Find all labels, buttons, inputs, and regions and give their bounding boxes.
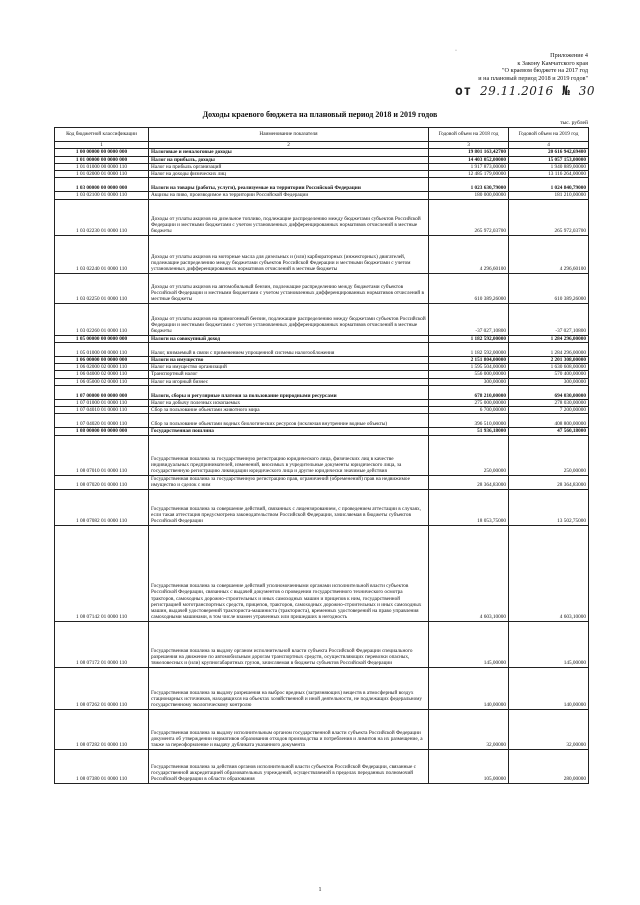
value-2018-cell: 2 151 804,00000 [429, 356, 509, 363]
value-2019-cell: 7 200,00000 [509, 407, 589, 414]
code-cell: 1 07 04020 01 0000 110 [55, 414, 149, 428]
value-2018-cell: 300,00000 [429, 378, 509, 385]
name-cell: Налог, взимаемый в связи с применением упрощенной системы налогообложения [149, 342, 429, 356]
name-cell: Государственная пошлина за выдачу органом исполнительной власти субъекта Российской Федерации специального разрешения на движение по автомобильным дорогам транспортных средств, осуществляющих перевозки опасных, тяжеловесных и (или) крупногабаритных грузов, зачисляемая в бюджеты субъектов Российской Федерации [149, 621, 429, 667]
stamp-number: 30 [578, 84, 595, 98]
code-cell: 1 08 07082 01 0000 110 [55, 489, 149, 525]
value-2019-cell: 1 024 840,79000 [509, 178, 589, 192]
code-cell: 1 08 00000 00 0000 000 [55, 428, 149, 435]
code-cell: 1 03 02260 01 0000 110 [55, 303, 149, 335]
header-2018: Годовой объем на 2018 год [429, 128, 509, 142]
table-row [55, 149, 589, 156]
value-2018-cell: 14 403 052,00000 [429, 156, 509, 163]
value-2019-cell: 4 296,60100 [509, 235, 589, 273]
code-cell: 1 08 07172 01 0000 110 [55, 621, 149, 667]
value-2018-cell: 51 936,18000 [429, 428, 509, 435]
value-2018-cell: 140,00000 [429, 667, 509, 709]
value-2019-cell: 280,00000 [509, 749, 589, 783]
value-2019-cell: 265 972,03700 [509, 199, 589, 235]
value-2019-cell: 1 284 296,00000 [509, 342, 589, 356]
table-row [55, 385, 589, 399]
code-cell: 1 03 00000 00 0000 000 [55, 178, 149, 192]
value-2018-cell: 105,00000 [429, 749, 509, 783]
value-2019-cell: 1 630 608,00000 [509, 364, 589, 371]
value-2019-cell: 1 940 889,00000 [509, 163, 589, 170]
code-cell: 1 06 00000 00 0000 000 [55, 356, 149, 363]
table-row [55, 235, 589, 273]
name-cell: Налог на игорный бизнес [149, 378, 429, 385]
code-cell: 1 08 07142 01 0000 110 [55, 525, 149, 621]
table-row [55, 621, 589, 667]
appendix-line: к Закону Камчатского края [517, 59, 588, 67]
name-cell: Государственная пошлина за совершение действий, связанных с лицензированием, с проведением аттестации в случаях, если такая аттестация предусмотрена законодательством Российской Федерации, зачисляемая в бюджеты субъектов Российской Федерации [149, 489, 429, 525]
value-2019-cell: 570 400,00000 [509, 371, 589, 378]
value-2019-cell: 140,00000 [509, 667, 589, 709]
appendix-line: Приложение 4 [550, 52, 588, 59]
revenue-table [54, 127, 589, 784]
value-2018-cell: 678 210,00000 [429, 385, 509, 399]
appendix-block [328, 52, 588, 82]
header-2019: Годовой объем на 2019 год [509, 128, 589, 142]
table-row [55, 371, 589, 378]
appendix-line: и на плановый период 2018 и 2019 годов" [478, 74, 588, 82]
value-2018-cell: 145,00000 [429, 621, 509, 667]
value-2018-cell: 610 389,26000 [429, 273, 509, 303]
value-2018-cell: 1 182 592,00000 [429, 342, 509, 356]
value-2018-cell: 28 364,83000 [429, 475, 509, 489]
value-2019-cell: 250,00000 [509, 435, 589, 475]
column-index: 3 [429, 142, 509, 149]
name-cell: Транспортный налог [149, 371, 429, 378]
code-cell: 1 08 07020 01 0000 110 [55, 475, 149, 489]
stamp-prefix: от [455, 84, 472, 99]
value-2018-cell: 250,00000 [429, 435, 509, 475]
table-row [55, 335, 589, 342]
code-cell: 1 03 02100 01 0000 110 [55, 192, 149, 199]
code-cell: 1 06 04000 02 0000 110 [55, 371, 149, 378]
name-cell: Государственная пошлина за выдачу разрешения на выброс вредных (загрязняющих) веществ в атмосферный воздух стационарных источников, находящихся на объектах хозяйственной и иной деятельности, не подлежащих федеральному государственному экологическому контролю [149, 667, 429, 709]
code-cell: 1 08 07380 01 0000 110 [55, 749, 149, 783]
column-index: 4 [509, 142, 589, 149]
name-cell: Государственная пошлина за государственную регистрацию прав, ограничений (обременений) прав на недвижимое имущество и сделок с ним [149, 475, 429, 489]
value-2018-cell: 32,00000 [429, 709, 509, 749]
table-row [55, 435, 589, 475]
name-cell: Налог на добычу полезных ископаемых [149, 399, 429, 406]
value-2019-cell: -37 027,10800 [509, 303, 589, 335]
code-cell: 1 07 00000 00 0000 000 [55, 385, 149, 399]
name-cell: Доходы от уплаты акцизов на дизельное топливо, подлежащие распределению между бюджетами субъектов Российской Федерации и местными бюджетами с учетом установленных дифференцированных нормативов отчислений в местные бюджеты [149, 199, 429, 235]
name-cell: Налоговые и неналоговые доходы [149, 149, 429, 156]
code-cell: 1 08 07010 01 0000 110 [55, 435, 149, 475]
value-2019-cell: 28 364,83000 [509, 475, 589, 489]
value-2019-cell: 4 603,10000 [509, 525, 589, 621]
table-row [55, 156, 589, 163]
code-cell: 1 06 05000 02 0000 110 [55, 378, 149, 385]
table-row [55, 356, 589, 363]
value-2019-cell: 1 284 296,00000 [509, 335, 589, 342]
name-cell: Государственная пошлина за государственную регистрацию юридического лица, физических лиц в качестве индивидуальных предпринимателей, изменений, вносимых в учредительные документы юридического лица, за государственную регистрацию ликвидации юридического лица и другие юридически значимые действия [149, 435, 429, 475]
name-cell: Сбор за пользование объектами животного мира [149, 407, 429, 414]
name-cell: Налоги на имущество [149, 356, 429, 363]
name-cell: Государственная пошлина за действия органов исполнительной власти субъектов Российской Федерации, связанные с государственной аккредитацией образовательных учреждений, осуществляемой в пределах переданных полномочий Российской Федерации в области образования [149, 749, 429, 783]
value-2019-cell: 694 030,00000 [509, 385, 589, 399]
value-2019-cell: 13 502,75000 [509, 489, 589, 525]
table-row [55, 364, 589, 371]
table-row [55, 667, 589, 709]
value-2018-cell: 12 485 179,00000 [429, 171, 509, 178]
value-2019-cell: 13 116 264,00000 [509, 171, 589, 178]
value-2018-cell: 556 000,00000 [429, 371, 509, 378]
value-2018-cell: 18 053,75000 [429, 489, 509, 525]
name-cell: Сбор за пользование объектами водных биологических ресурсов (исключая внутренние водные объекты) [149, 414, 429, 428]
name-cell: Государственная пошлина за выдачу исполнительным органом государственной власти субъекта Российской Федерации документа об утверждении нормативов образования отходов производства и потребления и лимитов на их размещение, а также за переоформление и выдачу дубликата указанного документа [149, 709, 429, 749]
code-cell: 1 05 00000 00 0000 000 [55, 335, 149, 342]
code-cell: 1 05 01000 00 0000 110 [55, 342, 149, 356]
table-row [55, 163, 589, 170]
value-2019-cell: 278 030,00000 [509, 399, 589, 406]
stamp-date: 29.11.2016 [479, 84, 554, 98]
appendix-line: "О краевом бюджете на 2017 год [502, 67, 588, 75]
value-2019-cell: 15 057 153,00000 [509, 156, 589, 163]
table-row [55, 178, 589, 192]
value-2018-cell: 19 801 163,42700 [429, 149, 509, 156]
code-cell: 1 01 01000 00 0000 110 [55, 163, 149, 170]
table-row [55, 475, 589, 489]
value-2018-cell: 4 603,10000 [429, 525, 509, 621]
value-2019-cell: 145,00000 [509, 621, 589, 667]
value-2019-cell: 47 560,18000 [509, 428, 589, 435]
table-row [55, 414, 589, 428]
code-cell: 1 03 02230 01 0000 110 [55, 199, 149, 235]
stamp-number-label: № [562, 84, 571, 99]
table-row [55, 407, 589, 414]
value-2019-cell: 300,00000 [509, 378, 589, 385]
code-cell: 1 06 02000 02 0000 110 [55, 364, 149, 371]
code-cell: 1 01 00000 00 0000 000 [55, 156, 149, 163]
value-2018-cell: 1 023 630,79000 [429, 178, 509, 192]
table-row [55, 192, 589, 199]
value-2018-cell: 1 595 504,00000 [429, 364, 509, 371]
table-row [55, 171, 589, 178]
code-cell: 1 03 02250 01 0000 110 [55, 273, 149, 303]
table-row [55, 199, 589, 235]
column-index: 1 [55, 142, 149, 149]
table-row [55, 399, 589, 406]
table-row [55, 303, 589, 335]
header-name: Наименование показателя [149, 128, 429, 142]
value-2019-cell: 20 616 942,69400 [509, 149, 589, 156]
code-cell: 1 07 01000 01 0000 110 [55, 399, 149, 406]
table-row [55, 378, 589, 385]
name-cell: Государственная пошлина [149, 428, 429, 435]
value-2018-cell: 275 000,00000 [429, 399, 509, 406]
value-2018-cell: 180 000,00000 [429, 192, 509, 199]
code-cell: 1 07 04010 01 0000 110 [55, 407, 149, 414]
name-cell: Налоги на совокупный доход [149, 335, 429, 342]
name-cell: Доходы от уплаты акцизов на прямогонный бензин, подлежащие распределению между бюджетами субъектов Российской Федерации и местными бюджетами с учетом установленных дифференцированных нормативов отчислений в местные бюджеты [149, 303, 429, 335]
value-2019-cell: 181 210,00000 [509, 192, 589, 199]
table-row [55, 709, 589, 749]
value-2019-cell: 408 800,00000 [509, 414, 589, 428]
value-2018-cell: 6 700,00000 [429, 407, 509, 414]
value-2019-cell: 2 201 308,00000 [509, 356, 589, 363]
value-2018-cell: -37 027,10800 [429, 303, 509, 335]
unit-label: тыс. рублей [560, 120, 588, 126]
page-number: 1 [318, 887, 322, 893]
name-cell: Акцизы на пиво, производимое на территории Российской Федерации [149, 192, 429, 199]
value-2018-cell: 265 972,03700 [429, 199, 509, 235]
table-row [55, 273, 589, 303]
date-stamp [455, 84, 605, 99]
value-2018-cell: 1 182 592,00000 [429, 335, 509, 342]
table-header-row [55, 128, 589, 142]
code-cell: 1 03 02240 01 0000 110 [55, 235, 149, 273]
code-cell: 1 00 00000 00 0000 000 [55, 149, 149, 156]
code-cell: 1 01 02000 01 0000 110 [55, 171, 149, 178]
table-row [55, 489, 589, 525]
code-cell: 1 08 07282 01 0000 110 [55, 709, 149, 749]
scan-speck: · [455, 48, 457, 54]
value-2019-cell: 610 389,26000 [509, 273, 589, 303]
value-2018-cell: 396 510,00000 [429, 414, 509, 428]
name-cell: Доходы от уплаты акцизов на моторные масла для дизельных и (или) карбюраторных (инжекторных) двигателей, подлежащие распределению между бюджетами субъектов Российской Федерации и местными бюджетами с учетом установленных дифференцированных нормативов отчислений в местные бюджеты [149, 235, 429, 273]
code-cell: 1 08 07262 01 0000 110 [55, 667, 149, 709]
name-cell: Налог на доходы физических лиц [149, 171, 429, 178]
name-cell: Налоги на товары (работы, услуги), реализуемые на территории Российской Федерации [149, 178, 429, 192]
table-row [55, 428, 589, 435]
table-row [55, 342, 589, 356]
name-cell: Налог на прибыль организаций [149, 163, 429, 170]
value-2018-cell: 1 917 873,00000 [429, 163, 509, 170]
value-2018-cell: 4 296,60100 [429, 235, 509, 273]
column-index: 2 [149, 142, 429, 149]
name-cell: Налог на имущество организаций [149, 364, 429, 371]
value-2019-cell: 32,00000 [509, 709, 589, 749]
name-cell: Доходы от уплаты акцизов на автомобильный бензин, подлежащие распределению между бюджетами субъектов Российской Федерации и местными бюджетами с учетом установленных дифференцированных нормативов отчислений в местные бюджеты [149, 273, 429, 303]
name-cell: Налог на прибыль, доходы [149, 156, 429, 163]
table-row [55, 749, 589, 783]
name-cell: Налоги, сборы и регулярные платежи за пользование природными ресурсами [149, 385, 429, 399]
table-row [55, 525, 589, 621]
header-code: Код бюджетной классификации [55, 128, 149, 142]
document-title: Доходы краевого бюджета на плановый период 2018 и 2019 годов [202, 110, 438, 119]
name-cell: Государственная пошлина за совершение действий уполномоченными органами исполнительной власти субъектов Российской Федерации, связанных с выдачей документов о проведении государственного технического осмотра тракторов, самоходных дорожно-строительных и иных самоходных машин и прицепов к ним, государственной регистрацией мототранспортных средств, прицепов, тракторов, самоходных дорожно-строительных и иных самоходных машин, выдачей удостоверений тракториста-машиниста (тракториста), временных удостоверений на право управления самоходными машинами, в том числе взамен утраченных или пришедших в негодность [149, 525, 429, 621]
column-index-row [55, 142, 589, 149]
